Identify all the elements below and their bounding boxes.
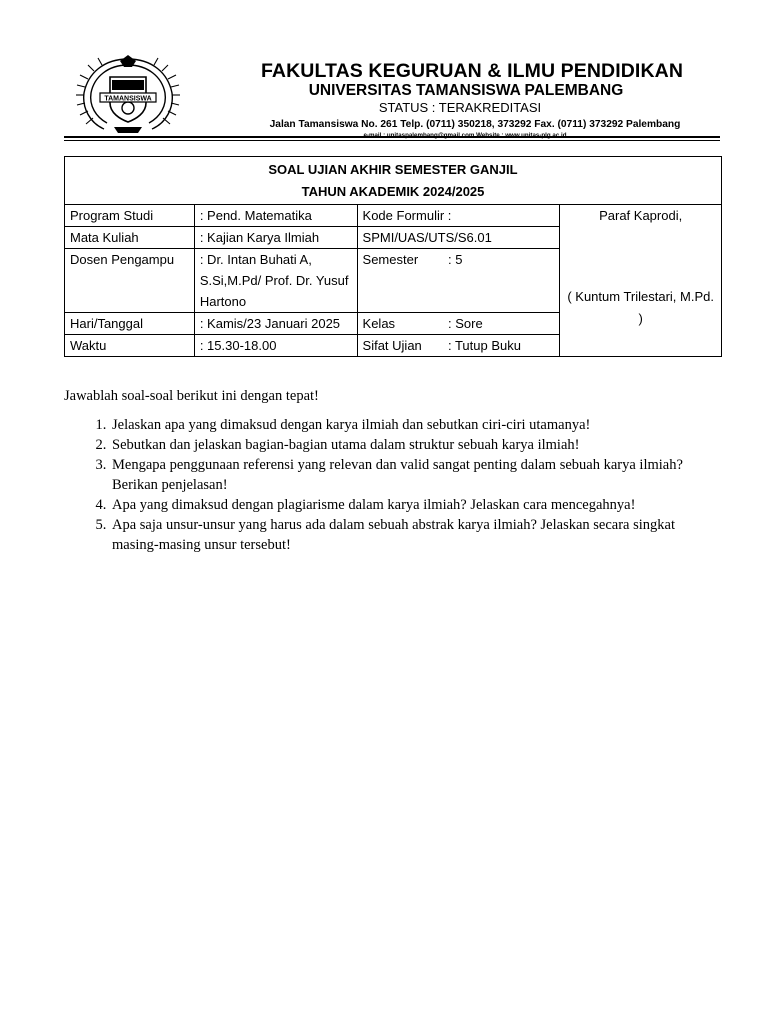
exam-title-cell <box>65 157 722 205</box>
course-value: : Kajian Karya Ilmiah <box>194 227 357 249</box>
university-name: UNIVERSITAS TAMANSISWA PALEMBANG <box>308 82 624 99</box>
question-item: 1. Jelaskan apa yang dimaksud dengan karya ilmiah dan sebutkan ciri-ciri utamanya! <box>110 415 724 435</box>
faculty-name: FAKULTAS KEGURUAN & ILMU PENDIDIKAN <box>260 60 684 82</box>
date-value: : Kamis/23 Januari 2025 <box>194 313 357 335</box>
question-list <box>64 415 724 555</box>
time-label: Waktu <box>65 335 195 357</box>
exam-title: SOAL UJIAN AKHIR SEMESTER GANJIL <box>268 162 518 177</box>
letterhead <box>64 50 720 140</box>
time-value: : 15.30-18.00 <box>194 335 357 357</box>
exam-type-value: : Tutup Buku <box>443 335 560 357</box>
exam-type-label: Sifat Ujian <box>357 335 443 357</box>
exam-info-table <box>64 156 722 357</box>
class-value: : Sore <box>443 313 560 335</box>
university-logo <box>74 53 182 135</box>
address: Jalan Tamansiswa No. 261 Telp. (0711) 350218, 373292 Fax. (0711) 373292 Palembang <box>269 119 681 130</box>
paraf-kaprodi-cell <box>560 205 722 357</box>
lecturer-label: Dosen Pengampu <box>65 249 195 313</box>
academic-year: TAHUN AKADEMIK 2024/2025 <box>301 184 485 199</box>
semester-label: Semester <box>357 249 443 313</box>
question-item: 5. Apa saja unsur-unsur yang harus ada dalam sebuah abstrak karya ilmiah? Jelaskan secara singkat masing-masing unsur tersebut! <box>110 515 724 555</box>
form-code-label: Kode Formulir : <box>357 205 560 227</box>
accreditation-status: STATUS : TERAKREDITASI <box>378 100 542 115</box>
class-label: Kelas <box>357 313 443 335</box>
semester-value: : 5 <box>443 249 560 313</box>
question-item: 2. Sebutkan dan jelaskan bagian-bagian utama dalam struktur sebuah karya ilmiah! <box>110 435 724 455</box>
paraf-label: Paraf Kaprodi, <box>599 208 683 223</box>
date-label: Hari/Tanggal <box>65 313 195 335</box>
letterhead-rule-thin <box>64 140 720 141</box>
question-item: 4. Apa yang dimaksud dengan plagiarisme dalam karya ilmiah? Jelaskan cara mencegahnya! <box>110 495 724 515</box>
svg-text:TAMANSISWA: TAMANSISWA <box>104 95 152 103</box>
program-value: : Pend. Matematika <box>194 205 357 227</box>
paraf-name: ( Kuntum Trilestari, M.Pd. ) <box>567 289 714 326</box>
form-code-value: SPMI/UAS/UTS/S6.01 <box>357 227 560 249</box>
instruction: Jawablah soal-soal berikut ini dengan tepat! <box>64 388 319 404</box>
lecturer-value: : Dr. Intan Buhati A, S.Si,M.Pd/ Prof. Dr. Yusuf Hartono <box>194 249 357 313</box>
letterhead-rule-thick <box>64 136 720 138</box>
course-label: Mata Kuliah <box>65 227 195 249</box>
program-label: Program Studi <box>65 205 195 227</box>
question-item: 3. Mengapa penggunaan referensi yang relevan dan valid sangat penting dalam sebuah karya ilmiah? Berikan penjelasan! <box>110 455 724 495</box>
